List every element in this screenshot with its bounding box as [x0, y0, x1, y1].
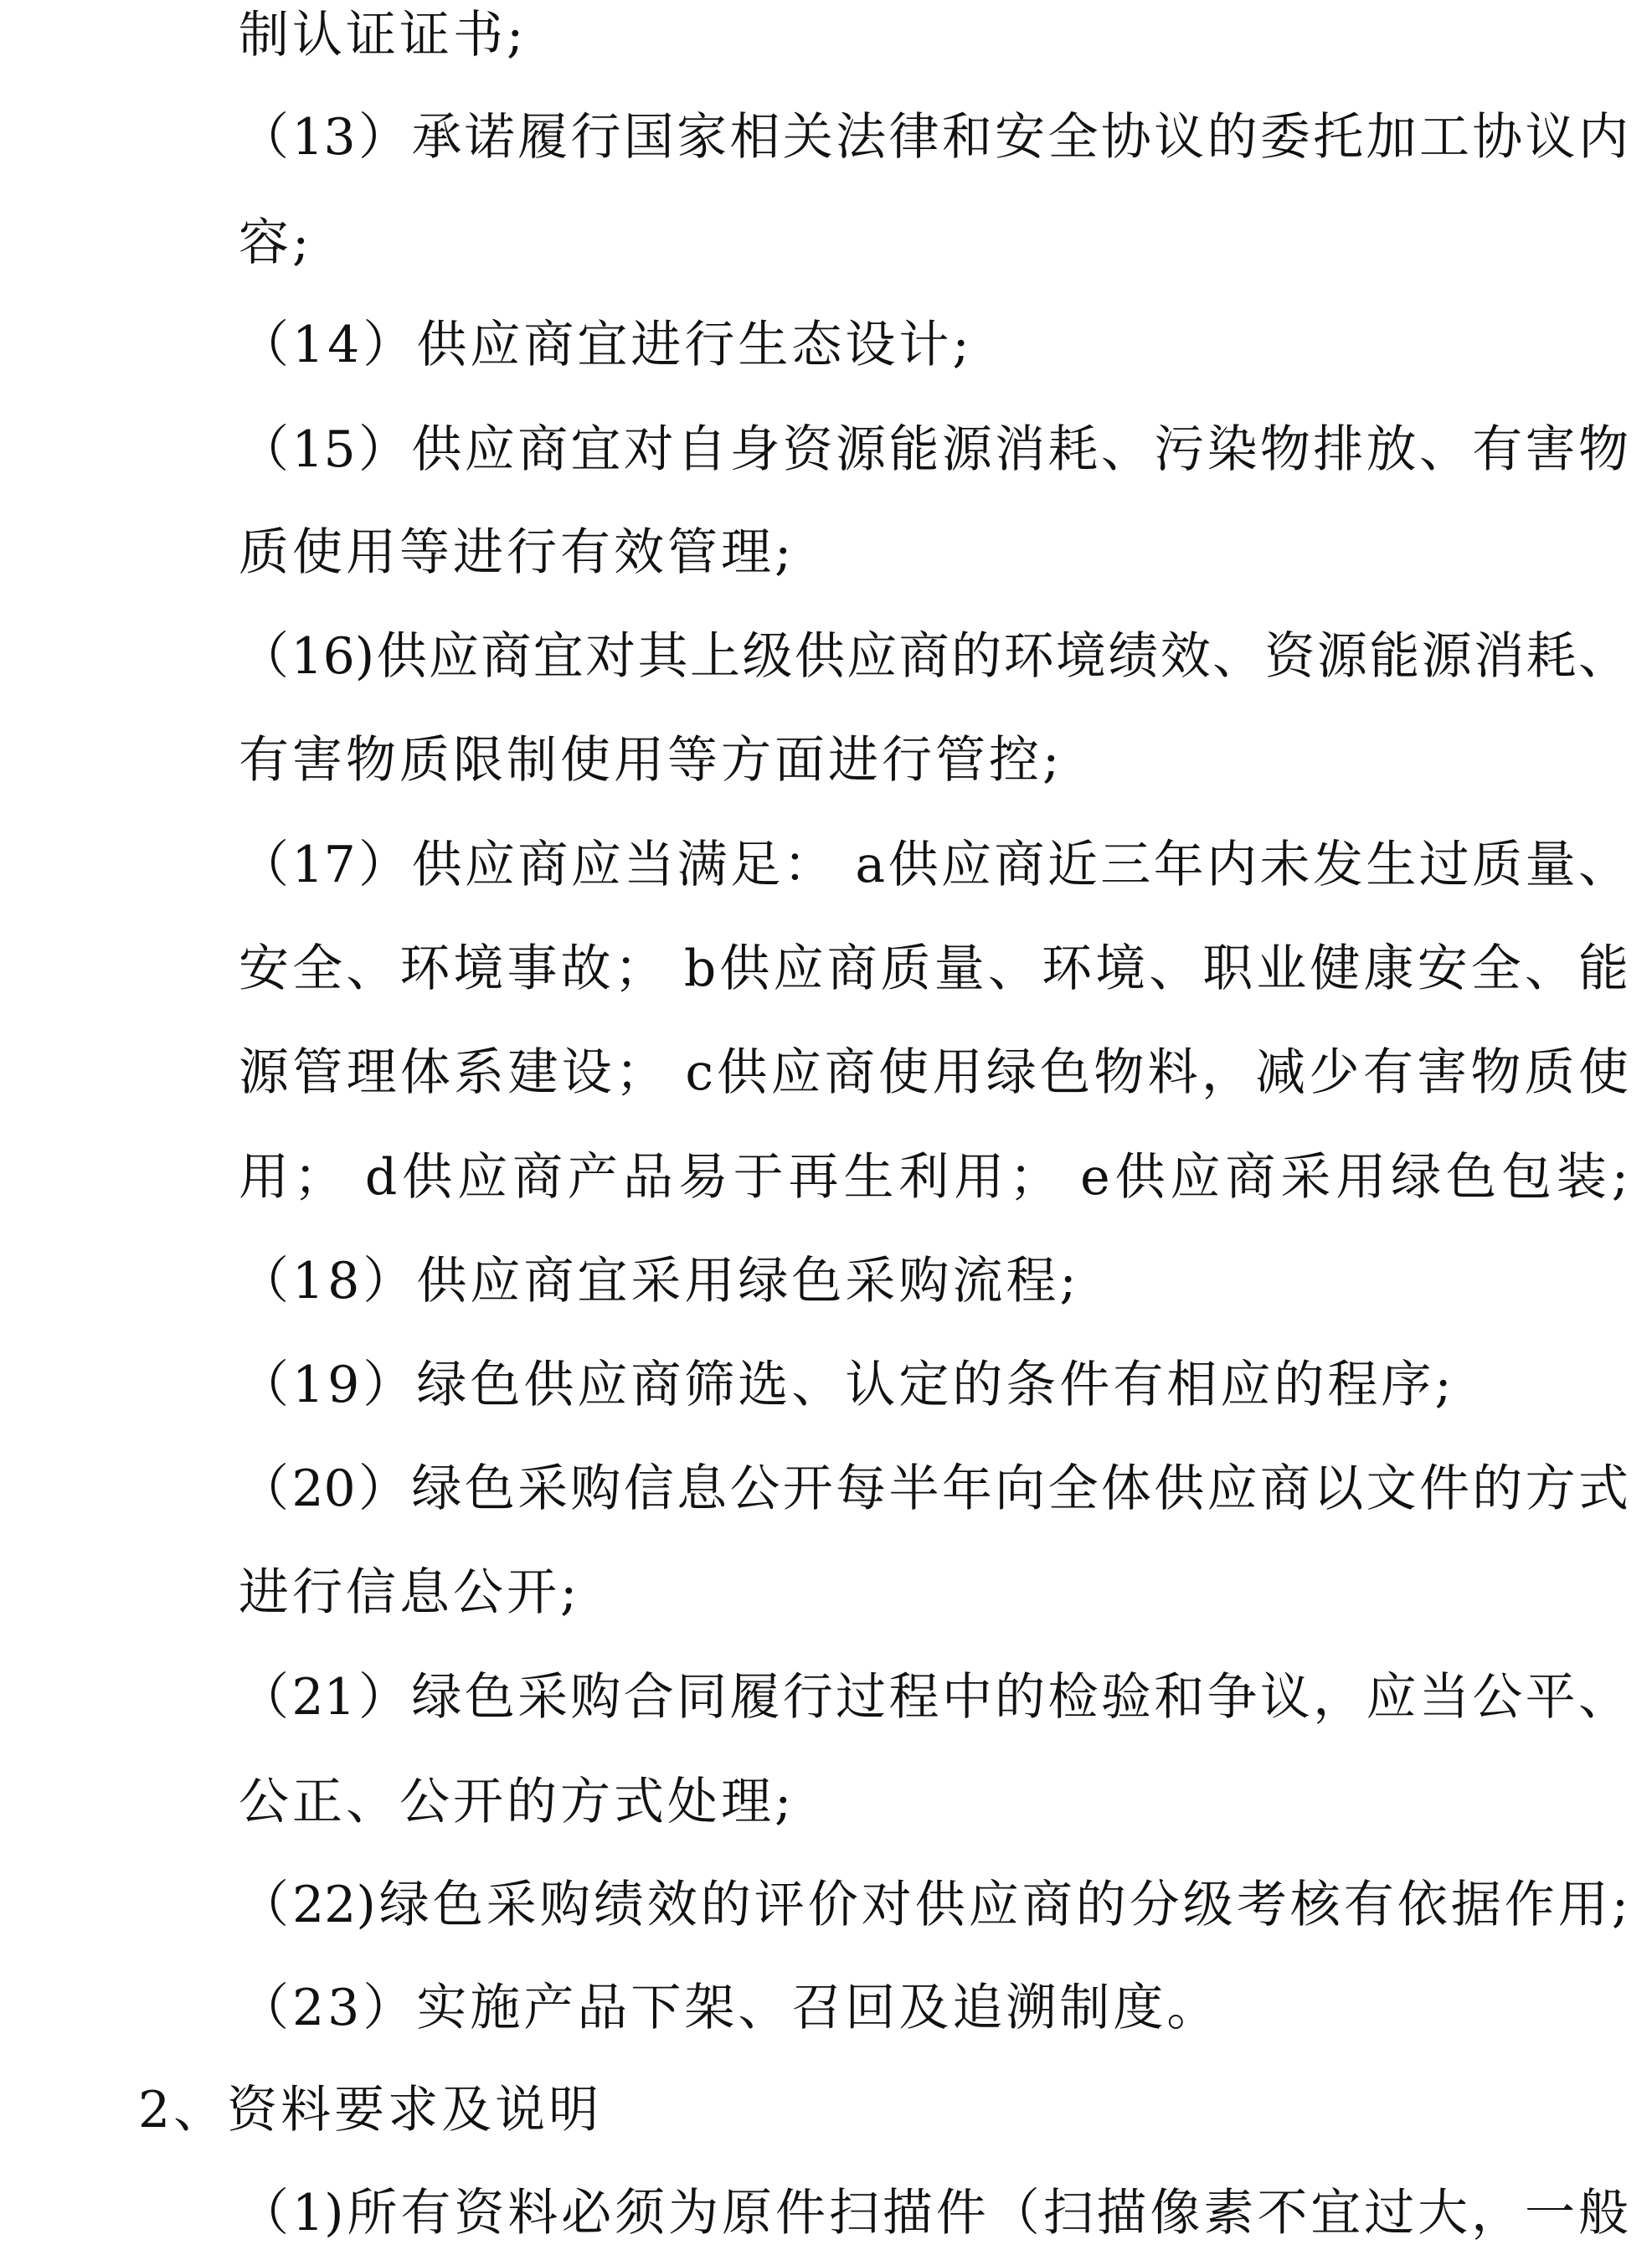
text-line-3: 容; — [239, 214, 313, 272]
text-line-10: 安全、环境事故； b供应商质量、环境、职业健康安全、能 — [239, 940, 1629, 998]
text-line-13: （18）供应商宜采用绿色采购流程; — [239, 1252, 1080, 1310]
text-line-11: 源管理体系建设； c供应商使用绿色物料，减少有害物质使 — [239, 1043, 1629, 1102]
section-heading: 2、资料要求及说明 — [138, 2081, 603, 2139]
text-line-2: （13）承诺履行国家相关法律和安全协议的委托加工协议内 — [239, 108, 1629, 167]
text-line-8: 有害物质限制使用等方面进行管控; — [239, 731, 1063, 790]
text-line-16: 进行信息公开; — [239, 1563, 581, 1622]
text-line-15: （20）绿色采购信息公开每半年向全体供应商以文件的方式 — [239, 1460, 1629, 1518]
text-line-19: （22)绿色采购绩效的评价对供应商的分级考核有依据作用; — [239, 1876, 1629, 1934]
text-line-1: 制认证证书; — [239, 6, 528, 64]
text-line-5: （15）供应商宜对自身资源能源消耗、污染物排放、有害物 — [239, 420, 1629, 479]
text-line-18: 公正、公开的方式处理; — [239, 1773, 795, 1831]
text-line-7: （16)供应商宜对其上级供应商的环境绩效、资源能源消耗、 — [239, 627, 1629, 686]
text-line-4: （14）供应商宜进行生态设计; — [239, 316, 973, 374]
text-line-22: （1)所有资料必须为原件扫描件（扫描像素不宜过大，一般 — [239, 2184, 1629, 2242]
text-line-6: 质使用等进行有效管理; — [239, 523, 795, 582]
text-line-17: （21）绿色采购合同履行过程中的检验和争议，应当公平、 — [239, 1668, 1629, 1727]
text-line-14: （19）绿色供应商筛选、认定的条件有相应的程序; — [239, 1356, 1455, 1414]
text-line-20: （23）实施产品下架、召回及追溯制度。 — [239, 1979, 1221, 2037]
text-line-9: （17）供应商应当满足： a供应商近三年内未发生过质量、 — [239, 836, 1629, 894]
text-line-12: 用； d供应商产品易于再生利用； e供应商采用绿色包装; — [239, 1148, 1629, 1207]
